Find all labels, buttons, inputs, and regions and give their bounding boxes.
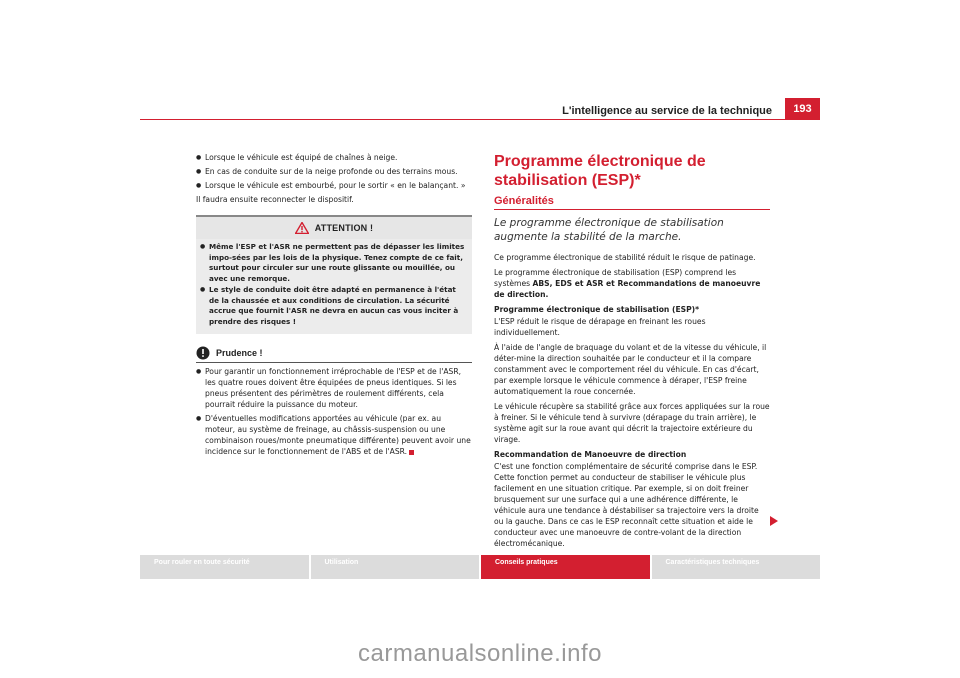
tab-practical-tips[interactable]: Conseils pratiques	[481, 555, 650, 579]
list-item: ● Lorsque le véhicule est embourbé, pour le sortir « en le balançant. »	[196, 180, 472, 191]
list-item: ● Le style de conduite doit être adapté en permanence à l'état de la chaussée et aux conditions de circulation. La sécurité accrue que fournit l'ASR ne devra en aucun cas vous inciter à prendre des risques !	[200, 285, 468, 327]
list-item: ● En cas de conduite sur de la neige profonde ou des terrains mous.	[196, 166, 472, 177]
paragraph: À l'aide de l'angle de braquage du volant et de la vitesse du véhicule, il déter-mine la direction souhaitée par le conducteur et il la compare constamment avec le comportement réel du véhicule. En cas d'écart, par exemple lorsque le véhicule commence à déraper, l'ESP freine automatiquement la roue concernée.	[494, 343, 767, 396]
subsection-title: Généralités	[494, 195, 554, 207]
paragraph: Ce programme électronique de stabilité réduit le risque de patinage.	[494, 253, 756, 262]
lead-paragraph: Le programme électronique de stabilisation augmente la stabilité de la marche.	[494, 217, 724, 243]
caution-title: Prudence !	[216, 347, 263, 358]
caution-header	[196, 346, 472, 360]
list-item	[196, 413, 472, 457]
page-header-title: L'intelligence au service de la technique	[562, 105, 772, 117]
recommendation-label: Recommandation de Manoeuvre de direction	[494, 450, 687, 459]
reconnect-note: Il faudra ensuite reconnecter le dispositif.	[196, 195, 354, 204]
list-item: ● Lorsque le véhicule est équipé de chaînes à neige.	[196, 152, 472, 163]
warning-header	[196, 217, 472, 239]
next-page-arrow-icon[interactable]	[770, 516, 778, 526]
esp-label: Programme électronique de stabilisation (ESP)*	[494, 305, 700, 314]
paragraph: L'ESP réduit le risque de dérapage en freinant les roues individuellement.	[494, 317, 706, 337]
page-number: 193	[785, 98, 820, 120]
paragraph-text: Le programme électronique de stabilisation (ESP) comprend les systèmes	[494, 268, 737, 288]
list-item: ● Même l'ESP et l'ASR ne permettent pas de dépasser les limites impo-sées par les lois de la physique. Tenez compte de ce fait, surtout pour circuler sur une route glissante ou mouillée, ou avec une remorque.	[200, 242, 468, 284]
warning-triangle-icon	[295, 222, 309, 234]
paragraph-bold-text: ABS, EDS et ASR et Recommandations de manoeuvre de direction.	[494, 279, 761, 299]
tab-safety[interactable]: Pour rouler en toute sécurité	[140, 555, 309, 579]
section-title: Programme électronique de stabilisation (ESP)*	[494, 153, 706, 189]
tab-technical-specs[interactable]: Caractéristiques techniques	[652, 555, 821, 579]
left-column	[196, 152, 472, 460]
watermark: carmanualsonline.info	[358, 640, 602, 667]
right-column	[494, 152, 770, 553]
warning-box	[196, 215, 472, 334]
caution-item-text: D'éventuelles modifications apportées au véhicule (par ex. au moteur, au système de freinage, au châssis-suspension ou une combinaison roues/monte pneumatique différente) peuvent avoir une incidence sur le fonctionnement de l'ABS et de l'ASR.	[205, 414, 471, 456]
caution-rule	[196, 362, 472, 363]
list-item: ● Pour garantir un fonctionnement irréprochable de l'ESP et de l'ASR, les quatre roues doivent être équipées de pneus identiques. Si les pneus présentent des périmètres de roulement différents, cela pourrait réduire la puissance du moteur.	[196, 366, 472, 410]
warning-title: ATTENTION !	[314, 222, 374, 233]
paragraph: C'est une fonction complémentaire de sécurité comprise dans le ESP. Cette fonction permet au conducteur de stabiliser le véhicule plus facilement en une situation critique. Par exemple, si on doit freiner brusquement sur une surface qui a une adhérence différente, le véhicule aura une tendance à déstabiliser sa trajectoire vers la droite ou la gauche. Dans ce cas le ESP reconnaît cette situation et aide le conducteur avec une manoeuvre de contre-volant de la direction électromécanique.	[494, 462, 759, 548]
caution-icon	[196, 346, 210, 360]
warning-body	[196, 239, 472, 334]
paragraph: Le véhicule récupère sa stabilité grâce aux forces appliquées sur la roue à freiner. Si le véhicule tend à survivre (dérapage du train arrière), le système agit sur la roue avant qui décrit la trajectoire extérieure du virage.	[494, 402, 770, 444]
header-rule	[140, 119, 820, 120]
subsection-rule	[494, 209, 770, 210]
tab-usage[interactable]: Utilisation	[311, 555, 480, 579]
paragraph	[494, 267, 770, 300]
end-of-section-marker	[409, 450, 414, 455]
footer-nav	[140, 555, 820, 579]
